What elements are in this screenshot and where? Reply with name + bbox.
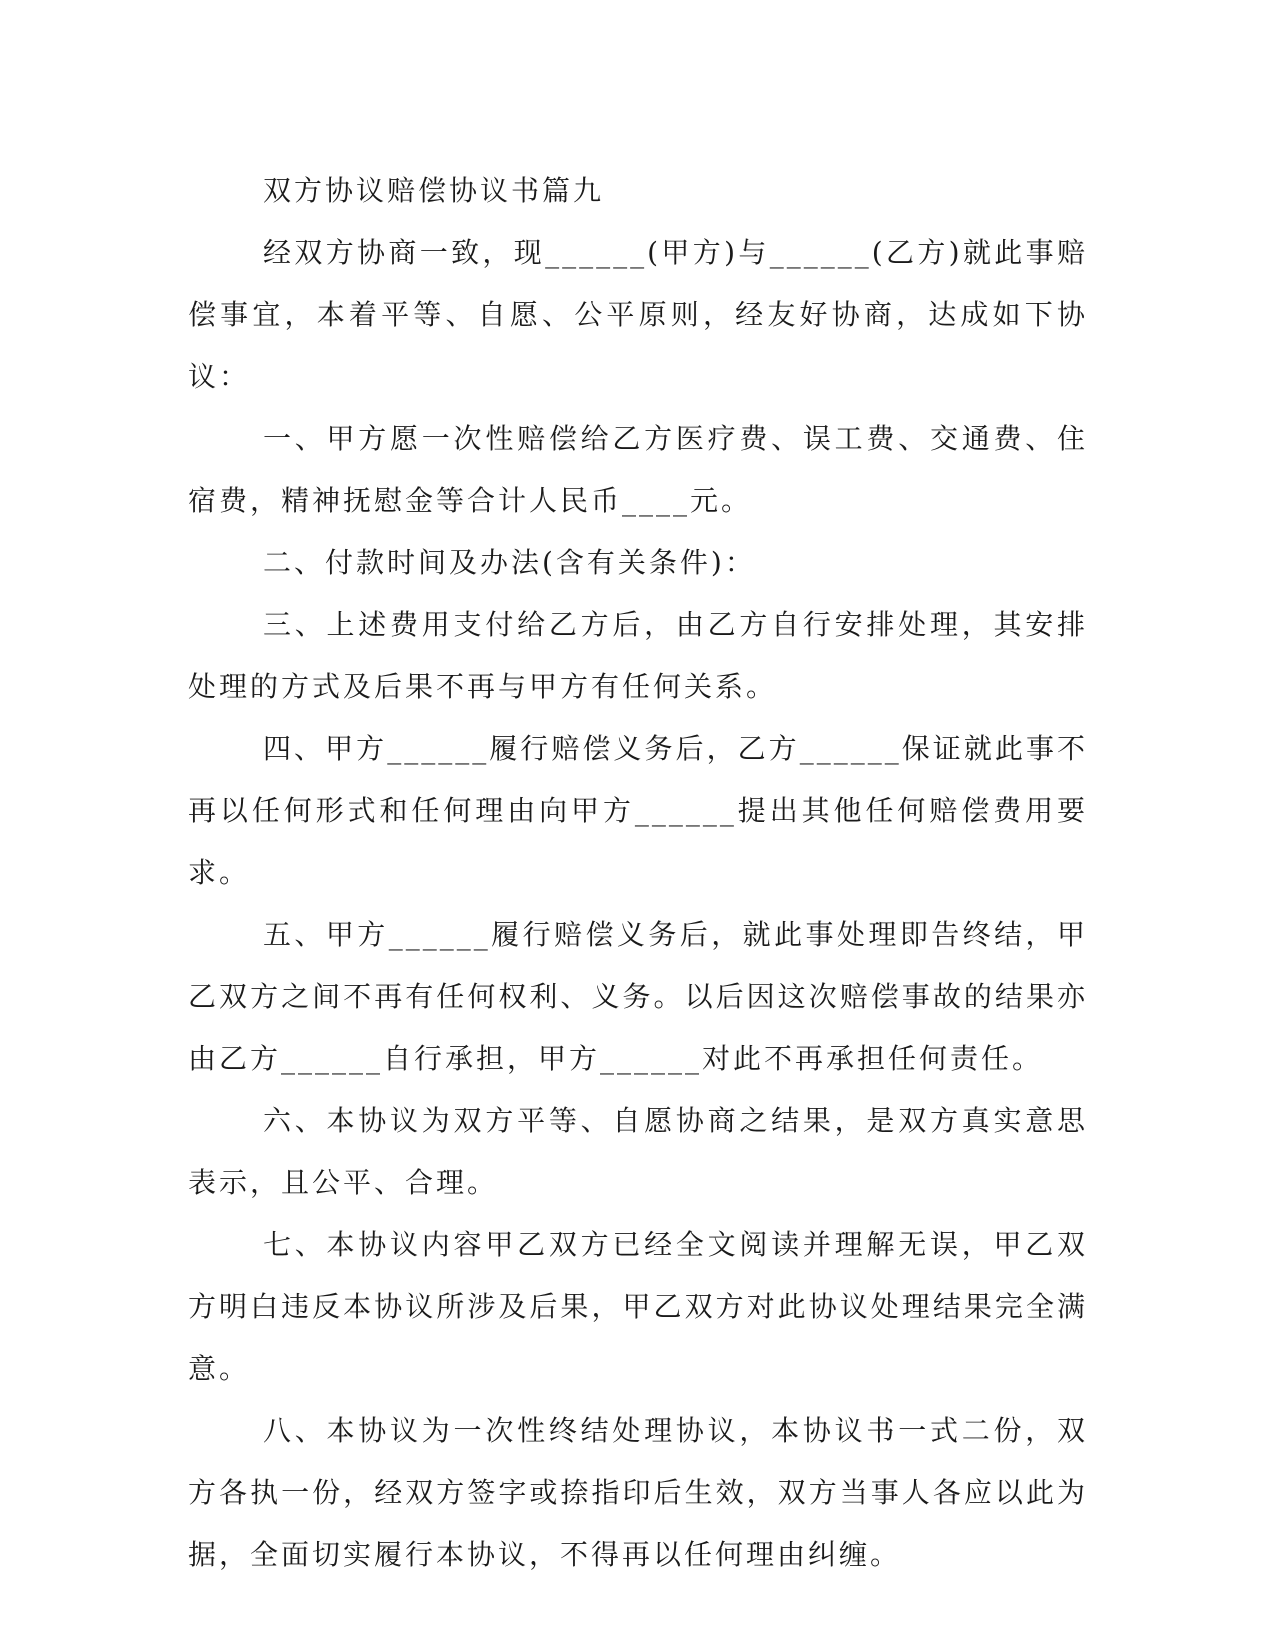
paragraph-clause-1: 一、甲方愿一次性赔偿给乙方医疗费、误工费、交通费、住宿费，精神抚慰金等合计人民币____元。 [188,422,1088,517]
paragraph-clause-2: 二、付款时间及办法(含有关条件)： [263,546,756,579]
paragraph-clause-6: 六、本协议为双方平等、自愿协商之结果，是双方真实意思表示，且公平、合理。 [188,1104,1088,1199]
document-title: 双方协议赔偿协议书篇九 [263,174,605,207]
paragraph-clause-5: 五、甲方______履行赔偿义务后，就此事处理即告终结，甲乙双方之间不再有任何权利、义务。以后因这次赔偿事故的结果亦由乙方______自行承担，甲方______对此不再承担任何责任。 [188,918,1088,1075]
paragraph-clause-8: 八、本协议为一次性终结处理协议，本协议书一式二份，双方各执一份，经双方签字或捺指印后生效，双方当事人各应以此为据，全面切实履行本协议，不得再以任何理由纠缠。 [188,1414,1088,1571]
paragraph-clause-7: 七、本协议内容甲乙双方已经全文阅读并理解无误，甲乙双方明白违反本协议所涉及后果，甲乙双方对此协议处理结果完全满意。 [188,1228,1088,1385]
paragraph-intro: 经双方协商一致，现______(甲方)与______(乙方)就此事赔偿事宜，本着平等、自愿、公平原则，经友好协商，达成如下协议： [188,236,1088,393]
paragraph-clause-3: 三、上述费用支付给乙方后，由乙方自行安排处理，其安排处理的方式及后果不再与甲方有任何关系。 [188,608,1088,703]
paragraph-clause-4: 四、甲方______履行赔偿义务后，乙方______保证就此事不再以任何形式和任何理由向甲方______提出其他任何赔偿费用要求。 [188,732,1088,889]
document-body [188,160,1088,1586]
